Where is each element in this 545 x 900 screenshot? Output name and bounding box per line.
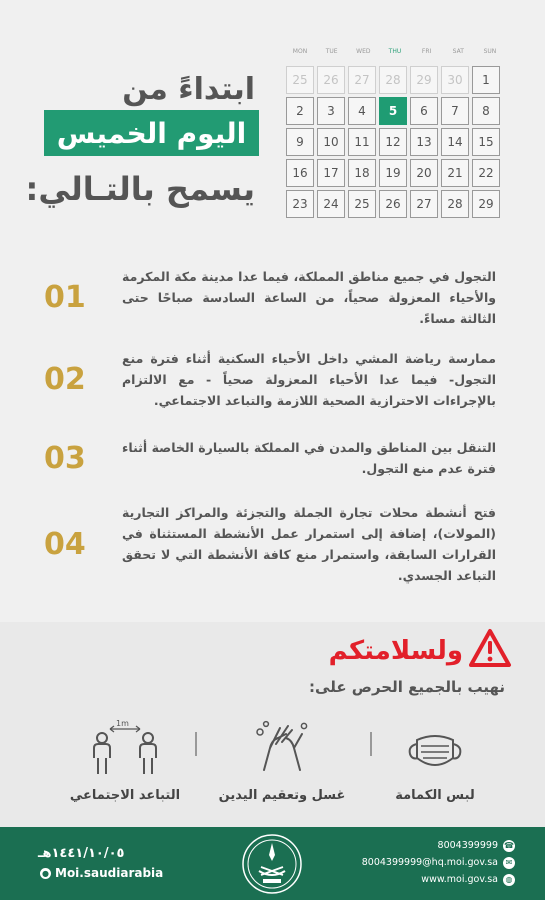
heading-thursday: اليوم الخميس bbox=[56, 116, 247, 150]
calendar-day: 21 bbox=[441, 159, 469, 187]
list-item bbox=[40, 344, 500, 414]
footer-contact bbox=[362, 837, 515, 888]
footer-date: ١٤٤١/١٠/٠٥هـ bbox=[38, 846, 125, 861]
safety-title: ولسلامتكم bbox=[328, 636, 463, 666]
calendar-day: 27 bbox=[348, 66, 376, 94]
tip-label: التباعد الاجتماعي bbox=[69, 788, 181, 803]
calendar-day: 10 bbox=[317, 128, 345, 156]
calendar-day: 16 bbox=[286, 159, 314, 187]
calendar-day: 26 bbox=[379, 190, 407, 218]
calendar bbox=[286, 48, 504, 218]
email-icon: ✉ bbox=[503, 857, 515, 869]
weekday-label: SUN bbox=[483, 48, 497, 55]
heading-allowed: يسمح بالتـالي: bbox=[25, 170, 255, 208]
calendar-day: 7 bbox=[441, 97, 469, 125]
phone-text: 8004399999 bbox=[437, 840, 498, 851]
calendar-day: 1 bbox=[472, 66, 500, 94]
calendar-day: 18 bbox=[348, 159, 376, 187]
calendar-day: 6 bbox=[410, 97, 438, 125]
calendar-grid bbox=[286, 66, 504, 218]
calendar-day: 20 bbox=[410, 159, 438, 187]
weekday-label: TUE bbox=[325, 48, 338, 55]
calendar-day: 25 bbox=[348, 190, 376, 218]
contact-email[interactable] bbox=[362, 854, 515, 871]
weekday-label: WED bbox=[356, 48, 371, 55]
weekday-label: MON bbox=[292, 48, 308, 55]
phone-icon: ☎ bbox=[504, 841, 514, 850]
calendar-day: 15 bbox=[472, 128, 500, 156]
website-text: www.moi.gov.sa bbox=[421, 874, 498, 885]
mask-icon bbox=[405, 728, 465, 776]
item-text: فتح أنشطة محلات تجارة الجملة والتجزئة والمراكز التجارية (المولات)، إضافة إلى استمرار عمل الأنشطة المستثناة في القرارات السابقة، واستمرار منع كافة الأنشطة التي لا تحقق التباعد الجسدي. bbox=[122, 505, 496, 583]
handle-text: Moi.saudiarabia bbox=[55, 866, 164, 880]
heading-starting-from: ابتداءً من bbox=[122, 72, 255, 107]
handwash-icon bbox=[250, 718, 314, 776]
calendar-day: 14 bbox=[441, 128, 469, 156]
calendar-day: 29 bbox=[472, 190, 500, 218]
item-number: 04 bbox=[44, 526, 86, 562]
contact-website[interactable] bbox=[362, 871, 515, 888]
tip-label: لبس الكمامة bbox=[395, 788, 475, 803]
safety-tips bbox=[40, 718, 505, 813]
tip-label: غسل وتعقيم اليدين bbox=[218, 788, 346, 803]
tip-handwash bbox=[212, 718, 352, 803]
calendar-day: 26 bbox=[317, 66, 345, 94]
calendar-day: 30 bbox=[441, 66, 469, 94]
calendar-day: 4 bbox=[348, 97, 376, 125]
list-item bbox=[40, 498, 500, 590]
list-item bbox=[40, 262, 500, 332]
calendar-day: 17 bbox=[317, 159, 345, 187]
calendar-day: 23 bbox=[286, 190, 314, 218]
calendar-day: 2 bbox=[286, 97, 314, 125]
calendar-day: 29 bbox=[410, 66, 438, 94]
list-item bbox=[40, 434, 500, 482]
social-icon: ● bbox=[40, 868, 51, 879]
item-text: التجول في جميع مناطق المملكة، فيما عدا مدينة مكة المكرمة والأحياء المعزولة صحياً، من الساعة السادسة صباحًا حتى الثالثة مساءً. bbox=[122, 268, 496, 326]
globe-icon: ◍ bbox=[503, 874, 515, 886]
calendar-day: 8 bbox=[472, 97, 500, 125]
calendar-day: 12 bbox=[379, 128, 407, 156]
calendar-day-today: 5 bbox=[379, 97, 407, 125]
calendar-day: 3 bbox=[317, 97, 345, 125]
footer-social-handle[interactable] bbox=[40, 866, 163, 880]
calendar-day: 25 bbox=[286, 66, 314, 94]
tip-social-distance bbox=[55, 718, 195, 803]
tip-mask bbox=[365, 718, 505, 803]
item-number: 03 bbox=[44, 440, 86, 476]
calendar-day: 28 bbox=[441, 190, 469, 218]
email-text: 8004399999@hq.moi.gov.sa bbox=[361, 857, 498, 868]
calendar-day: 19 bbox=[379, 159, 407, 187]
weekday-label: THU bbox=[388, 48, 402, 55]
calendar-day: 27 bbox=[410, 190, 438, 218]
calendar-day: 24 bbox=[317, 190, 345, 218]
calendar-day: 22 bbox=[472, 159, 500, 187]
calendar-weekday-header bbox=[286, 48, 504, 64]
calendar-day: 13 bbox=[410, 128, 438, 156]
safety-urge: نهيب بالجميع الحرص على: bbox=[309, 678, 505, 696]
distance-label: 1m bbox=[116, 719, 129, 728]
item-number: 02 bbox=[44, 361, 86, 397]
calendar-day: 9 bbox=[286, 128, 314, 156]
weekday-label: SAT bbox=[452, 48, 464, 55]
divider bbox=[195, 732, 197, 756]
divider bbox=[370, 732, 372, 756]
warning-icon bbox=[468, 628, 512, 668]
item-number: 01 bbox=[44, 279, 86, 315]
item-text: ممارسة رياضة المشي داخل الأحياء السكنية أثناء فترة منع التجول- فيما عدا الأحياء المعزولة صحياً - مع الالتزام بالإجراءات الاحترازية الصحية اللازمة والتباعد الاجتماعي. bbox=[122, 350, 496, 408]
heading-thursday-banner bbox=[44, 110, 259, 156]
ministry-emblem-icon bbox=[241, 833, 303, 895]
weekday-label: FRI bbox=[421, 48, 432, 55]
item-text: التنقل بين المناطق والمدن في المملكة بالسيارة الخاصة أثناء فترة عدم منع التجول. bbox=[122, 440, 496, 476]
calendar-day: 11 bbox=[348, 128, 376, 156]
calendar-day: 28 bbox=[379, 66, 407, 94]
contact-phone[interactable] bbox=[362, 837, 515, 854]
social-distance-icon bbox=[90, 718, 160, 776]
